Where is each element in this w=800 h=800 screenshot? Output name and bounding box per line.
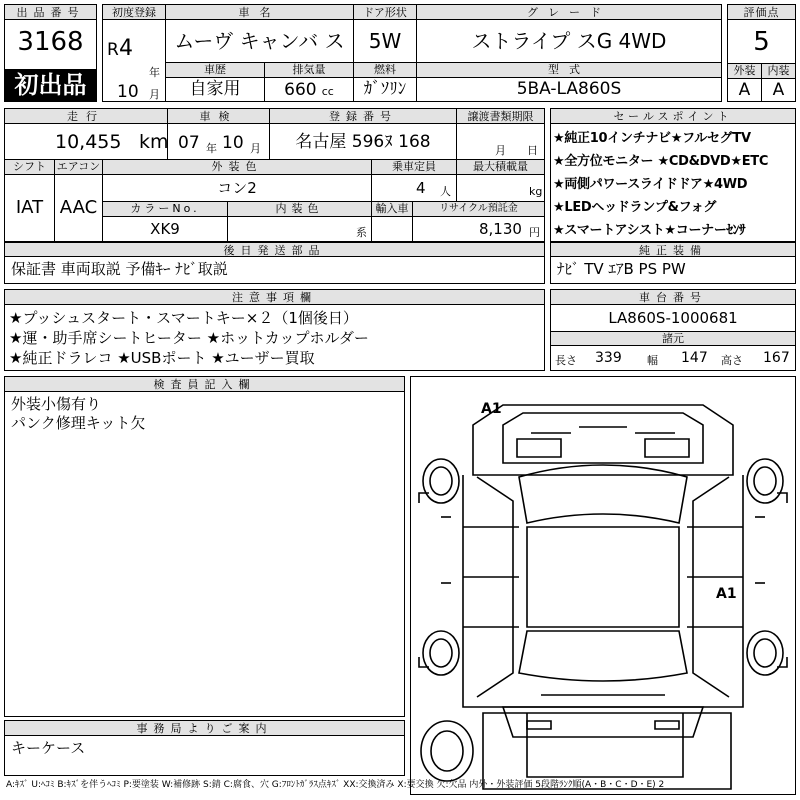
wheel-rear-left	[423, 631, 459, 675]
height-label: 高さ	[721, 354, 743, 367]
damage-mark-front: A1	[481, 401, 502, 417]
spec-top-box	[102, 4, 722, 102]
color-no-header: カラーNo.	[103, 202, 228, 217]
wheel-rear-right	[747, 631, 783, 675]
eval-box	[727, 4, 796, 102]
inspector-line: 外装小傷有り	[11, 395, 102, 413]
capacity-unit: 人	[440, 185, 451, 198]
sales-point-line: ★全方位モニター ★CD&DVD★ETC	[553, 154, 769, 169]
length-value: 339	[595, 350, 622, 366]
inspection-year: 07	[178, 133, 200, 153]
hood-panel	[503, 413, 703, 463]
door-header: ドア形状	[354, 5, 417, 20]
sales-points-box	[550, 108, 796, 242]
notes-header: 注意事項欄	[5, 290, 544, 305]
car-name-value: ムーヴ キャンバ ス	[166, 20, 354, 62]
office-header: 事務局よりご案内	[5, 721, 404, 736]
inspector-header: 検査員記入欄	[5, 377, 404, 392]
later-parts-value: 保証書 車両取説 予備ｷｰ ﾅﾋﾞ取説	[11, 260, 228, 278]
first-listing-badge: 初出品	[5, 69, 96, 102]
info-box	[4, 108, 545, 242]
aircon-header: エアコン	[55, 160, 103, 175]
ext-color-value: コン2	[103, 175, 372, 202]
equipment-header: 純正装備	[551, 242, 795, 257]
car-name-header: 車名	[166, 5, 354, 20]
fuel-value: ｶﾞｿﾘﾝ	[354, 78, 417, 101]
registration-header: 登録番号	[270, 109, 457, 124]
max-load-header: 最大積載量	[457, 160, 544, 175]
recycle-unit: 円	[529, 226, 540, 239]
legend-text: A:ｷｽﾞ U:ﾍｺﾐ B:ｷｽﾞを伴うﾍｺﾐ P:要塗装 W:補修跡 S:錆 C:腐食、穴 G:ﾌﾛﾝﾄｶﾞﾗｽ点ｷｽﾞ XX:交換済み X:要交換 欠:欠品 内外・外装評価 5段階ﾗﾝｸ順(A・B・C・D・E) 2	[6, 780, 665, 790]
int-color-cell	[228, 217, 372, 241]
transfer-header: 譲渡書類期限	[457, 109, 544, 124]
grade-value: ストライプ スG 4WD	[471, 29, 667, 53]
import-cell	[372, 217, 413, 241]
mileage-value: 10,455	[55, 131, 122, 153]
rear-bumper	[503, 707, 703, 737]
inspection-cell	[168, 124, 270, 160]
later-parts-box	[4, 242, 545, 284]
office-value: キーケース	[11, 739, 86, 757]
first-reg-month: 10	[117, 82, 139, 102]
inspector-box	[4, 376, 405, 717]
color-no-value: XK9	[103, 217, 228, 241]
mileage-cell	[5, 124, 168, 160]
inspector-notes	[11, 395, 145, 433]
office-box	[4, 720, 405, 776]
registration-value: 名古屋 596ﾇ 168	[270, 124, 457, 160]
ext-color-header: 外装色	[103, 160, 372, 175]
recycle-cell	[413, 217, 544, 241]
eval-score: 5	[753, 27, 770, 57]
max-load-unit: kg	[529, 185, 543, 198]
recycle-header: リサイクル預託金	[413, 202, 544, 217]
roof-panel	[527, 527, 679, 627]
length-label: 長さ	[555, 354, 577, 367]
door-value: 5W	[354, 20, 417, 62]
capacity-value: 4	[416, 179, 426, 197]
sales-point-line: ★スマートアシスト★コーナーｾﾝｻ	[553, 223, 746, 238]
transfer-month-unit: 月	[495, 144, 506, 157]
first-reg-year-unit: 年	[149, 66, 160, 79]
eval-header: 評価点	[728, 5, 795, 20]
interior-label: 内装	[762, 63, 795, 79]
transfer-day-unit: 日	[527, 144, 538, 157]
history-header: 車歴	[166, 62, 265, 78]
sales-points-list	[553, 127, 768, 242]
dimensions-row	[551, 348, 795, 368]
exterior-grade: A	[728, 79, 762, 101]
lot-number: 3168	[17, 27, 84, 57]
width-value: 147	[681, 350, 708, 366]
displacement-cell	[265, 78, 354, 101]
width-label: 幅	[647, 354, 658, 367]
recycle-value: 8,130	[479, 220, 522, 238]
body-outline	[463, 475, 743, 707]
sales-point-line: ★両側パワースライドドア★4WD	[553, 177, 748, 192]
inspection-month: 10	[222, 133, 244, 153]
chassis-header: 車台番号	[551, 290, 795, 305]
aircon-value: AAC	[55, 175, 103, 241]
mileage-header: 走行	[5, 109, 168, 124]
model-header: 型式	[417, 62, 721, 78]
fuel-header: 燃料	[354, 62, 417, 78]
lot-header: 出品番号	[5, 5, 96, 20]
rear-window	[519, 631, 687, 681]
lot-box	[4, 4, 97, 102]
mileage-unit: km	[139, 131, 169, 153]
notes-box	[4, 289, 545, 371]
equipment-box	[550, 242, 796, 284]
dimensions-header: 諸元	[551, 331, 795, 346]
spare-tire	[421, 721, 473, 781]
displacement-unit: cc	[321, 85, 334, 98]
first-reg-era: R	[107, 40, 119, 60]
first-reg-year: 4	[119, 36, 133, 61]
shift-value: IAT	[5, 175, 55, 241]
inspector-line: パンク修理キット欠	[11, 414, 146, 432]
note-line: ★運・助手席シートヒーター ★ホットカップホルダー	[9, 329, 369, 347]
displacement-value: 660	[284, 80, 317, 100]
grade-header: グレード	[417, 5, 721, 20]
height-value: 167	[763, 350, 790, 366]
chassis-value: LA860S-1000681	[608, 309, 738, 327]
shift-header: シフト	[5, 160, 55, 175]
interior-grade: A	[772, 80, 785, 100]
sales-points-header: セールスポイント	[551, 109, 795, 124]
displacement-header: 排気量	[265, 62, 354, 78]
transfer-cell	[457, 124, 544, 160]
exterior-label: 外装	[728, 63, 762, 79]
note-line: ★純正ドラレコ ★USBポート ★ユーザー買取	[9, 349, 315, 367]
model-value: 5BA-LA860S	[516, 79, 622, 99]
capacity-cell	[372, 175, 457, 202]
inspection-month-unit: 月	[250, 142, 261, 155]
sales-point-line: ★LEDヘッドランプ&フォグ	[553, 200, 717, 215]
wheel-front-left	[423, 459, 459, 503]
chassis-box	[550, 289, 796, 371]
first-reg-month-unit: 月	[149, 88, 160, 101]
first-reg-cell	[103, 20, 166, 101]
later-parts-header: 後日発送部品	[5, 242, 544, 257]
import-header: 輸入車	[372, 202, 413, 217]
history-value: 自家用	[166, 78, 265, 101]
inspection-header: 車検	[168, 109, 270, 124]
first-reg-header: 初度登録	[103, 5, 166, 20]
car-diagram	[411, 377, 795, 794]
notes-list	[9, 308, 369, 368]
windshield	[519, 465, 687, 523]
sales-point-line: ★純正10インチナビ★フルセグTV	[553, 131, 751, 146]
equipment-value: ﾅﾋﾞ TV ｴｱB PS PW	[557, 260, 686, 278]
capacity-header: 乗車定員	[372, 160, 457, 175]
max-load-cell	[457, 175, 544, 202]
car-diagram-box	[410, 376, 796, 795]
damage-mark-side: A1	[716, 586, 737, 602]
note-line: ★プッシュスタート・スマートキー×２（1個後日）	[9, 309, 358, 327]
wheel-front-right	[747, 459, 783, 503]
int-color-header: 内装色	[228, 202, 372, 217]
inspection-year-unit: 年	[206, 142, 217, 155]
int-color-unit: 系	[356, 226, 367, 239]
